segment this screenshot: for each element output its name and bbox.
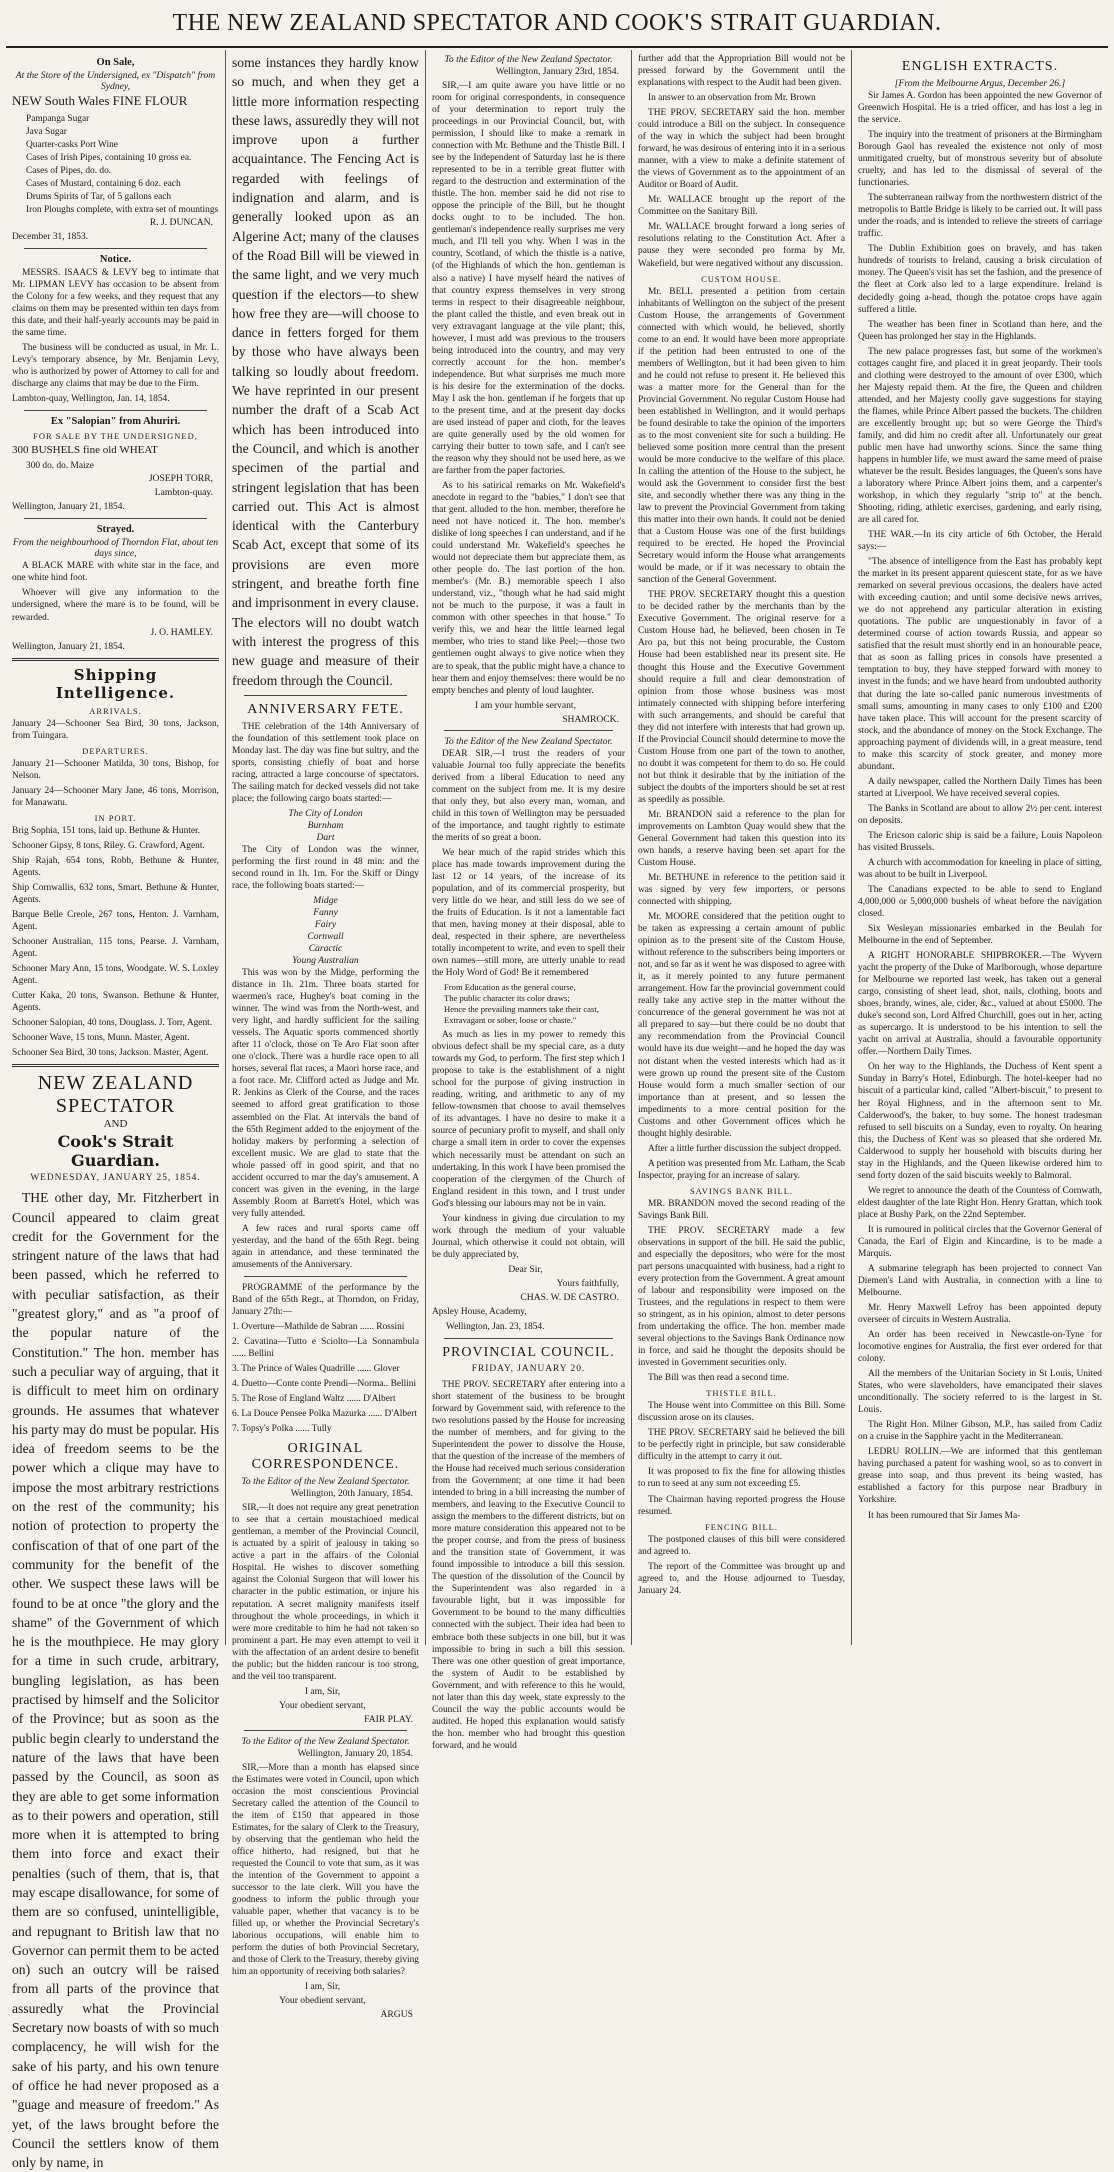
council-text: A petition was presented from Mr. Latham, the Scab Inspector, praying for an increase of salary.: [638, 1158, 845, 1181]
letter-closing: Dear Sir,: [508, 1263, 543, 1275]
extract-paragraph: THE WAR.—In its city article of 6th October, the Herald says:—: [858, 530, 1102, 553]
column-5: [852, 50, 1108, 1645]
flour-ad-heading: On Sale,: [96, 57, 135, 68]
extract-paragraph: The Canadians expected to be able to send to England 4,000,000 or 5,000,000 bushels of wheat before the navigation closed.: [858, 884, 1102, 920]
fencing-bill-label: FENCING BILL.: [705, 1521, 778, 1532]
letter-text: SIR,—It does not require any great penetration to see that a certain moustachioed medical gentleman, a member of the Provincial Council, is actuated by a spirit of jealousy in taking so active a part in the affairs of the Colonial Hospital. He wishes to discover something against the Colonial Surgeon that will lower his character in the public estimation, or injure his reputation. A secret malignity manifests itself throughout the whole proceedings, in which it were more creditable to him he had not taken so prominent a part. He may even attempt to veil it with the affectation of an ardent desire to benefit the public; but the hidden rancour is too strong, and the veil too transparent.: [232, 1503, 419, 1682]
inport-entry: Schooner Gipsy, 8 tons, Riley. G. Crawford, Agent.: [12, 840, 205, 851]
inport-entry: Ship Rajah, 654 tons, Robb, Bethune & Hunter, Agents.: [12, 855, 219, 878]
extract-paragraph: The Ericson caloric ship is said be a failure, Louis Napoleon has visited Brussels.: [858, 830, 1102, 853]
flour-item: Cases of Pipes, do. do.: [26, 165, 112, 176]
boat-name: The City of London: [288, 808, 363, 820]
notice-heading: Notice.: [99, 253, 132, 265]
boat-name: Dart: [316, 832, 335, 844]
council-date: FRIDAY, JANUARY 20.: [471, 1363, 586, 1374]
page-columns: [6, 50, 1108, 2171]
editorial-text: THE other day, Mr. Fitzherbert in Council appeared to claim great credit for the Government for the stringent nature of the laws that had been passed, which he referred to with peculiar satisfaction, as their "greatest glory," and as "a proof of the popular nature of the Constitution." The hon. member has such a peculiar way of arguing, that it is difficult to meet him on ordinary grounds. He assumes that whatever his party may do must be popular. His idea of freedom seems to be the power which a clique may have to impose the most arbitrary restrictions on the rest of the community; his notion of protection to property the confiscation of that of one part of the community for the benefit of the other. We suspect these laws will be found to be at once "the glory and the shame" of the Government of which he is the mouthpiece. He may glory for a time in such crude, arbitrary, bungling legislation, as has been practised by himself and the Solicitor of the Province; but as soon as the public begin clearly to understand the nature of the laws that have been passed by the Council, as soon as they are able to get some information as to their powers and operation, still more when it is attempted to bring them into force and exact their penalties (such of them, that is, that may escape disallowance, for some of them are so confused, unintelligible, and repugnant to British law that no Governor can permit them to be acted on) such an outcry will be raised from all parts of the province that assuredly what the Provincial Secretary now boasts of with so much complacency, he will wish for the sake of his party, and his own tenure of office he had never proposed as a "guage and measure of freedom." As yet, of the laws brought before the Council the settlers know of them only by name, in: [12, 1190, 219, 2171]
wheat-ad-date: Wellington, January 21, 1854.: [12, 502, 125, 513]
extract-paragraph: The subterranean railway from the northwestern district of the metropolis to Battle Bridge is likely to be carried out. It will pass under the roads, and is intended to relieve the streets of carriage traffic.: [858, 193, 1102, 240]
letter-recipient: To the Editor of the New Zealand Spectator.: [241, 1476, 410, 1488]
flour-item: Quarter-casks Port Wine: [26, 139, 118, 150]
letter-text: Your kindness in giving due circulation to my work through the medium of your valuable Journal, which otherwise it could not obtain, will be duly appreciated by,: [432, 1213, 625, 1260]
flour-ad-items: [12, 93, 219, 216]
extract-paragraph: On her way to the Highlands, the Duchess of Kent spent a Sunday in Barry's Hotel, Edinburgh. The hotel-keeper had no biscuit of a particular kind, called "Albert-biscuit," to present to her Royal Highness, and in the afternoon sent to Mr. Calderwood's, the baker, to buy some. The honest tradesman refused to sell biscuits on a Sunday, even to royalty. On hearing this, the Duchess of Kent was so pleased that she ordered Mr. Calderwood to supply her household with biscuits during her stay in the Highlands, and the Queen likewise ordered him to send forty dozen of the said biscuits weekly to Balmoral.: [858, 1062, 1102, 1181]
departure-entry: January 21—Schooner Matilda, 30 tons, Bishop, for Nelson.: [12, 758, 219, 781]
divider: [444, 730, 613, 731]
council-text: THE PROV. SECRETARY made a few observations in support of the bill. He said the public, and especially the depositors, who were for the most part persons unacquainted with business, had a right to every protection from the Government. A great amount of labour and responsibility were imposed on the Trustees, and the regulations in respect to them were so stringent, as in his opinion, almost to deter persons from undertaking the office. The hon. member made several objections to the Savings Bank Ordinance now in force, and said he thought the deposits should be invested in Government securities only.: [638, 1225, 845, 1369]
extract-paragraph: The inquiry into the treatment of prisoners at the Birmingham Borough Gaol has revealed the existence not only of most unmitigated cruelty, but of monstrous severity but of absolute cruelty, and has led to the dismissal of several of the functionaries.: [858, 130, 1102, 189]
fete-text: This was won by the Midge, performing the distance in 1h. 21m. Three boats started for waermen's race, Hughey's boat coming in the winner. The wind was from the North-west, and very light, and hardly sufficient for the sailing vessels. The Aquatic sports commenced shortly after 11 o'clock, those on Te Aro Flat soon after one o'clock. There was a hurdle race open to all horses, several flat races, a Maori horse race, and a foot race. Mr. Clifford acted as Judge and Mr. R. Jenkins as Clerk of the Course, and the races seemed to afford great gratification to those assembled on the Flat. At intervals the band of the 65th Regiment added to the enjoyment of the holiday makers by performing a selection of excellent music. We are glad to state that the whole passed off in good spirit, and that no accident occurred to mar the day's amusement. A concert was given in the evening, in the large Assembly Room at Barrett's Hotel, which was very fully attended.: [232, 968, 419, 1219]
extract-paragraph: The weather has been finer in Scotland than here, and the Queen has prolonged her stay in the Highlands.: [858, 319, 1102, 342]
wheat-ad-subheading: FOR SALE BY THE UNDERSIGNED,: [33, 431, 198, 442]
council-text: THE PROV. SECRETARY said the hon. member could introduce a Bill on the subject. In consequence of the way in which the subject had been brought forward, he was desirous of entering into it in a serious manner, with a view to make a definite statement of the views of Government as to the appointment of an Auditor or Board of Audit.: [638, 108, 845, 191]
fete-text: A few races and rural sports came off yesterday, and the band of the 65th Regt. being again in attendance, and these terminated the amusements of the Anniversary.: [232, 1223, 419, 1270]
inport-entry: Ship Cornwallis, 632 tons, Smart. Bethune & Hunter, Agents.: [12, 882, 219, 905]
divider: [244, 1730, 407, 1731]
flour-item: Iron Ploughs complete, with extra set of mountings: [26, 204, 219, 215]
extract-paragraph: LEDRU ROLLIN.—We are informed that this gentleman having purchased a patent for washing wool, so as to convert in grease into soap, and thus prevent its being wasted, has established a factory for this purpose near Bradbury in Yorkshire.: [858, 1447, 1102, 1506]
council-text: THE PROV. SECRETARY after entering into a short statement of the business to be brought forward by Government said, with reference to the two resolutions passed by the House for increasing the number of members, and for giving to the Superintendent the power to dissolve the House, that the question of the increase of the members of the House had received much serious consideration from the Government; at one time it had been intended to bring in a bill increasing the number of members, and leaving to the Executive Council to assign the members to the different districts, but on more mature consideration this appeared not to be the proper course, and from the press of business and the transition state of Government, it was found impossible to introduce a bill this session. The question of the dissolution of the Council by the Superintendent was also regarded in a favourable light, but it was impossible for Government to be bound to the many difficulties connected with the subject. Their idea had been to embrace both these subjects in one bill, but it was impossible to bring in such a bill this session. There was one other question of great importance, the system of Audit to be established by Government, and with reference to this he would, not later than this day week, state expressly to the Council the way the public accounts would be audited. He hoped this explanation would satisfy the hon. member who had brought this question forward, and he would: [432, 1379, 625, 1751]
extract-paragraph: The Dublin Exhibition goes on bravely, and has taken hundreds of tourists to Ireland, causing a brisk circulation of money. The Queen's visit has set the fashion, and the presence of the fleet at Cork also led to a large expenditure. Ireland is decidedly going a-head, though the potatoe crops have again suffered a little.: [858, 244, 1102, 315]
letter-date: Wellington, 20th January, 1854.: [290, 1488, 413, 1500]
inport-entry: Schooner Wave, 15 tons, Munn. Master, Agent.: [12, 1033, 190, 1044]
council-text: After a little further discussion the subject dropped.: [648, 1143, 842, 1154]
strayed-subheading: From the neighbourhood of Thorndon Flat, about ten days since,: [12, 537, 219, 560]
extract-paragraph: A RIGHT HONORABLE SHIPBROKER.—The Wyvern yacht the property of the Duke of Marlborough, whose departure for Melbourne we reported last week, has taken out a general cargo, consisting of sheet lead, shot, nails, clothing, boots and shoes, brandy, wines, ale, cider, &c., valued at about £5000. The duke's second son, Lord Alfred Churchill, goes out in her, acting as supercargo. It is understood to be his intention to sell the yacht on arrival at Australia, should a favourable opportunity offer.—Northern Daily Times.: [858, 951, 1102, 1058]
verse: [444, 982, 625, 1026]
letter-address: Apsley House, Academy,: [432, 1306, 527, 1317]
extract-paragraph: "The absence of intelligence from the East has probably kept the market in its present apparent quiescent state, for as we have remarked on several previous occasions, the dealers have acted with exceeding caution; and until some decisive news arrives, we do not apprehend any particular alteration in existing quotations. The public are unquestionably in favor of a determined course of action towards Russia, and appear so satisfied that the result must shortly end in an honourable peace, that as soon as falling prices in consols have presented a temptation to buy, they have stepped forward with money to invest in the funds; and we have heard from undoubted authority that during the late so-called panic numerous investments of small sums, amounting in many cases to only £100 and £200 have taken place. This will account for the present scarcity of stock, and the abundance of money on the Stock Exchange. The approaching payment of dividends will, in a great measure, tend to make this scarcity of stock greater, and money more abundant.: [858, 557, 1102, 772]
divider: [12, 1064, 219, 1067]
verse-line: The public character its color draws;: [444, 993, 570, 1004]
strayed-heading: Strayed.: [96, 524, 135, 536]
council-text: The Bill was then read a second time.: [648, 1373, 790, 1384]
wheat-ad-heading: Ex "Salopian" from Ahuriri.: [50, 416, 181, 428]
flour-item: Java Sugar: [26, 126, 67, 137]
council-text: The postponed clauses of this bill were considered and agreed to.: [638, 1534, 845, 1557]
council-text: Mr. BRANDON said a reference to the plan for improvements on Lambton Quay would shew that the General Government had taken this question into its own hands, a reserve having been set apart for the Custom House.: [638, 809, 845, 868]
verse-line: From Education as the general course,: [444, 982, 576, 993]
paper-date: WEDNESDAY, JANUARY 25, 1854.: [30, 1173, 201, 1184]
council-text: further add that the Appropriation Bill would not be pressed forward by the Government until the explanations with respect to the Audit had been given.: [638, 54, 845, 89]
programme-item: 6. La Douce Pensee Polka Mazurka ...... D'Albert: [232, 1409, 417, 1420]
extract-paragraph: We regret to announce the death of the Countess of Cornwath, eldest daughter of the late Right Hon. Henry Grattan, which took place at Bushy Park, on the 22nd September.: [858, 1185, 1102, 1220]
divider: [24, 410, 207, 411]
programme-item: 7. Topsy's Polka ...... Tully: [232, 1424, 332, 1435]
council-text: Mr. WALLACE brought up the report of the Committee on the Sanitary Bill.: [638, 195, 845, 218]
programme-item: 2. Cavatina—Tutto e Sciolto—La Sonnambula ...... Bellini: [232, 1337, 419, 1360]
savings-bank-label: SAVINGS BANK BILL.: [689, 1185, 794, 1196]
letter-recipient: To the Editor of the New Zealand Spectator.: [241, 1735, 410, 1747]
council-text: In answer to an observation from Mr. Brown: [648, 93, 816, 104]
extracts-title: ENGLISH EXTRACTS.: [901, 59, 1059, 74]
letter-signature: FAIR PLAY.: [364, 1713, 413, 1725]
wheat-ad-line: 300 BUSHELS fine old WHEAT: [12, 444, 158, 457]
council-text: THE PROV. SECRETARY thought this a question to be decided rather by the merchants than by the Executive Government. The original reserve for a Custom House had, he believed, been chosen in Te Aro pa, but this not being procurable, the Custom House had been established near its present site. He thought this House and the Executive Government should require a full and clear demonstration of opinion from those whose business was most intimately connected with shipping before interfering with such arrangements, and should be careful that they did not interfere with interests that had grown up. If the Provincial Council should determine to move the Custom House from one part of the town to another, no doubt it was competent for them to do so. He could not but think it desirable that by the initiation of the subject the doubts of the importers should be set at rest as speedily as possible.: [638, 590, 845, 805]
paper-subtitle: Cook's Strait Guardian.: [57, 1132, 174, 1171]
letter-date: Wellington, January 23rd, 1854.: [495, 66, 619, 77]
extract-paragraph: The new palace progresses fast, but some of the workmen's cottages caught fire, and placed it in great jeopardy. Their tools and clothing were destroyed to the amount of over £300, which her Majesty repaid them. At the fire, the Queen and children attended, and her Majesty coolly gave suggestions for staying the flames, while Prince Albert passed the buckets. The children are excellently brought up; but so were George the Third's family, and did him no credit after all. Unfortunately our great public men have had unworthy scions. Since the same thing happens in humbler life, we must award the same meed of praise whatever be the result. Besides languages, the Queen's sons have a laboratory where Prince Albert joins them, and a carpenter's workshop, in which they regularly "strip to" at the bench. Shooting, riding, athletic exercises, gardening, and early rising, are all cared for.: [858, 346, 1102, 526]
inport-entry: Schooner Sea Bird, 30 tons, Jackson. Master, Agent.: [12, 1048, 209, 1059]
extract-paragraph: All the members of the Unitarian Society in St Louis, United States, who were slaveholders, have emancipated their slaves unconditionally. The society referred to is the largest in St. Louis.: [858, 1369, 1102, 1416]
fete-text: The City of London was the winner, performing the first round in 48 min: and the second round in 1h. 1m. For the Skiff or Dingy race, the following boats started:—: [232, 845, 419, 892]
council-text: MR. BRANDON moved the second reading of the Savings Bank Bill.: [638, 1198, 845, 1221]
inport-entry: Brig Sophia, 151 tons, laid up. Bethune & Hunter.: [12, 825, 201, 836]
extract-paragraph: The Right Hon. Milner Gibson, M.P., has sailed from Cadiz on a cruise in the Sapphire yacht in the Mediterranean.: [858, 1420, 1102, 1443]
extract-paragraph: It has been rumoured that Sir James Ma-: [868, 1510, 1021, 1521]
shipping-title: Shipping Intelligence.: [55, 665, 176, 702]
council-text: Mr. BETHUNE in reference to the petition said it was signed by very few importers, or persons connected with shipping.: [638, 873, 845, 908]
flour-item: Pampanga Sugar: [26, 113, 90, 124]
flour-ad-date: December 31, 1853.: [12, 231, 89, 242]
inport-entry: Cutter Kaka, 20 tons, Swanson. Bethune & Hunter, Agents.: [12, 991, 219, 1014]
boat-name: Cornwall: [307, 931, 344, 943]
flour-item: NEW South Wales FINE FLOUR: [12, 93, 188, 108]
editorial-continued: some instances they hardly know so much, and when they get a little more information respecting these laws, assuredly they will not improve upon a further acquaintance. The Fencing Act is regarded with feelings of indignation and alarm, and is generally looked upon as an Algerine Act; many of the clauses of the Road Bill will be viewed in the same light, and we very much question if the electors—to shew how free they are—will choose to dance in fetters forged for them by those who have always been talking so loudly about freedom. We have reprinted in our present number the draft of a Scab Act which has been introduced into the Council, and which is another specimen of the partial and stringent legislation that has been carried out. This Act is almost identical with the Canterbury Scab Act, except that some of its provisions are even more stringent, and breathe forth fine and imprisonment in every clause. The electors will no doubt watch with interest the progress of this new guage and measure of their freedom through the Council.: [232, 55, 419, 688]
inport-entry: Schooner Mary Ann, 15 tons, Woodgate. W. S. Loxley Agent.: [12, 964, 219, 987]
council-text: Mr. WALLACE brought forward a long series of resolutions relating to the Constitution Act. After a pause they were seconded pro forma by Mr. Wakefield, but were negatived without any discussion.: [638, 222, 845, 269]
inport-entry: Schooner Australian, 115 tons, Pearse. J. Varnham, Agent.: [12, 937, 219, 960]
letter-signature: ARGUS: [380, 2009, 413, 2021]
extract-paragraph: It is rumoured in political circles that the Governor General of Canada, the Earl of Elgin and Kincardine, is to be made a Marquis.: [858, 1224, 1102, 1259]
divider: [12, 658, 219, 661]
extracts-list: [858, 90, 1102, 1522]
flour-item: Cases of Mustard, containing 6 doz. each: [26, 178, 181, 189]
letter-recipient: To the Editor of the New Zealand Spectator.: [444, 735, 613, 747]
council-text: Mr. BELL presented a petition from certain inhabitants of Wellington on the subject of the present Custom House, the arrangements of Government connected with which would, he believed, shortly come to an end. It would have been more appropriate if the petition had been entrusted to one of the members of Wellington, but it had been given to him and he could not refuse to present it. He believed this was a matter more for the General than for the Provincial Government. No regular Custom House had been established in Wellington, and it would perhaps be found desirable to take the opinion of the importers as to the most convenient site for such a building. He believed some position more central than the present would be more conducive to the welfare of this place. In calling the attention of the House to the subject, he would ask the Government to consider first the best site, and secondly whether there was any thing in the law to prevent the Provincial Government from taking this matter into their own hands. It could not be denied that a Custom House was one of the first buildings required to be erected. He hoped the Provincial Secretary would inform the House what arrangements would be made, or if it was necessary to obtain the sanction of the General Government.: [638, 286, 845, 586]
extract-paragraph: Sir James A. Gordon has been appointed the new Governor of Greenwich Hospital. He is a tried officer, and has lost a leg in the service.: [858, 91, 1102, 126]
inport-label: IN PORT.: [94, 812, 137, 823]
boat-name: Young Australian: [292, 955, 359, 967]
inport-entry: Barque Belle Creole, 267 tons, Henton. J. Varnham, Agent.: [12, 909, 219, 932]
letter-text: DEAR SIR,—I trust the readers of your valuable Journal too fully appreciate the benefits derived from a liberal Education to need any comment on the subject from me. It is my desire that only they, but also every man, woman, and child in this town of Wellington may be persuaded of the importance, and taught rightly to estimate the merits of so great a boon.: [432, 748, 625, 843]
thistle-bill-label: THISTLE BILL.: [706, 1388, 777, 1399]
extract-paragraph: Mr. Henry Maxwell Lefroy has been appointed deputy overseer of circuits in Western Australia.: [858, 1303, 1102, 1326]
column-4: [632, 50, 852, 1645]
flour-item: Drums Spirits of Tar, of 5 gallons each: [26, 191, 172, 202]
council-text: It was proposed to fix the fine for allowing thistles to run to seed at any sum not exceeding £5.: [638, 1467, 845, 1490]
programme-item: 4. Duetto—Conte conte Prendi—Norma.. Bellini: [232, 1379, 417, 1390]
council-text: Mr. MOORE considered that the petition ought to be taken as expressing a certain amount of public opinion as to the present site of the Custom House, without reference to the subscribers being importers or not, and so far as it went he was disposed to agree with it, as it merely pointed to any future permanent arrangement. How far the provincial government could really take any active step in the matter without the concurrence of the general government he was not at all prepared to say—but there could be no doubt that any recommendation from the Provincial Council would have its due weight—and he hoped the day was not distant when the vested interests which had as it were grown up round the present site of the Custom House would form a much smaller section of our importance than at present, and so lessen the impediments to a more central position for the Customs and other Government offices which he thought highly desirable.: [638, 912, 845, 1139]
extract-paragraph: A church with accommodation for kneeling in place of sitting, was about to be built in Liverpool.: [858, 857, 1102, 880]
divider: [244, 1276, 407, 1277]
letter-address: Wellington, Jan. 23, 1854.: [446, 1321, 545, 1332]
strayed-date: Wellington, January 21, 1854.: [12, 641, 125, 652]
flour-ad-signature: R. J. DUNCAN.: [149, 216, 213, 228]
council-text: The House went into Committee on this Bill. Some discussion arose on its clauses.: [638, 1401, 845, 1424]
notice-date: Lambton-quay, Wellington, Jan. 14, 1854.: [12, 394, 170, 405]
flour-ad-subheading: At the Store of the Undersigned, ex "Dispatch" from Sydney,: [15, 70, 216, 92]
column-2: [226, 50, 426, 2021]
extract-paragraph: An order has been received in Newcastle-on-Tyne for locomotive engines for Australia, the first ever ordered for that colony.: [858, 1330, 1102, 1365]
programme-item: 1. Overture—Mathilde de Sabran ...... Rossini: [232, 1322, 405, 1333]
column-1: [6, 50, 226, 2171]
extract-paragraph: Six Wesleyan missionaries embarked in the Beulah for Melbourne in the end of September.: [858, 924, 1102, 947]
paper-title-and: AND: [103, 1118, 128, 1131]
verse-line: Hence the prevailing manners take their cast,: [444, 1004, 599, 1015]
extract-paragraph: A submarine telegraph has been projected to connect Van Diemen's Land with Australia, in connection with a line to Melbourne.: [858, 1263, 1102, 1298]
boat-name: Burnham: [307, 820, 344, 832]
boat-name: Fairy: [314, 919, 337, 931]
correspondence-title: ORIGINAL CORRESPONDENCE.: [251, 1441, 400, 1473]
boat-name: Midge: [313, 895, 338, 907]
fete-text: THE celebration of the 14th Anniversary of the foundation of this settlement took place on Monday last. The day was fine but sultry, and the sports, consisting chiefly of boat and horse racing, attracted a large concourse of spectators. The sailing match for decked vessels did not take place; the following cargo boats started:—: [232, 721, 419, 804]
column-3: [426, 50, 632, 1751]
verse-line: Extravagant or sober, loose or chaste.": [444, 1015, 577, 1026]
fete-title: ANNIVERSARY FETE.: [247, 701, 404, 717]
departures-label: DEPARTURES.: [82, 745, 149, 756]
letter-signature: SHAMROCK.: [562, 713, 619, 725]
programme-item: 5. The Rose of England Waltz ...... D'Albert: [232, 1394, 396, 1405]
letter-text: As much as lies in my power to remedy this obvious defect shall be my special care, as a duty towards my God, to perform. The first step which I propose to take is the establishment of a night school for the purpose of giving instruction in reading, writing, and arithmetic to any of my fellow-townsmen that choose to avail themselves of its advantages. I have no desire to make it a source of pecuniary profit to myself, and shall only charge a small item in order to cover the expenses which necessarily must be attendant on such an undertaking. In this work I have been promised the cooperation of the clergymen of the Church of England resident in this town, and I trust under God's blessing our labours may not be in vain.: [432, 1030, 625, 1209]
letter-text: SIR,—I am quite aware you have little or no room for original correspondents, in consequence of your determination to report truly the proceedings in our Provincial Council, but, with permission, I should like to make a remark in connection with Mr. Bethune and the Thistle Bill. I see by the Independent of Saturday last he is there represented to be in a terrible great flutter with regard to the destruction and extermination of the thistle. The hon. member said he did not rise to oppose the principle of the Bill, but he thought docks ought to to be included. The hon. gentleman's independence really surprises me very much, and I'll tell you why. When I was in the country, Scotland, of which the thistle is a native, (of the Highlands of which the hon. gentleman is also a native) I have myself heard the natives of that country express themselves in very strong terms in respect to their disagreeable neighbour, the plant called the thistle, and even break out in very extravagant language at the vile plant; this, however, I must add was previous to the trousers being introduced into the country, and may very correctly account for the hon. member's independence. But what surprises me much more is his desire for the extermination of the docks. May I ask the hon. gentleman if he forgets that up to the present time, and at the present day docks are used instead of paper and cloth, for the leaves are quite generally used by the old women for carrying their butter to town safe, and I can't see the reason why they should not be used here, as we are farther from the paper factories.: [432, 81, 625, 476]
boat-name: Caractic: [308, 943, 343, 955]
divider: [244, 695, 407, 696]
letter-text: SIR,—More than a month has elapsed since the Estimates were voted in Council, upon which occasion the most conscientious Provincial Secretary called the attention of the Council to the item of £150 that appeared in those Estimates, for the salary of Clerk to the Treasury, by observing that the gentleman who held the office hitherto, had resigned, but that he requested the Council to vote that sum, as it was the intention of the Government to appoint a successor to the late clerk. Will you have the goodness to inform the public through your valuable paper, whether that vacancy is to be filled up, or whether the Provincial Secretary's laborious occupations, will enable him to perform the duties of both Provincial Secretary, and those of Clerk to the Treasury, thereby giving him an opportunity of receiving both salaries?: [232, 1762, 419, 1978]
council-title: PROVINCIAL COUNCIL.: [442, 1344, 615, 1360]
letter-date: Wellington, January 20, 1854.: [297, 1747, 413, 1759]
council-text: The report of the Committee was brought up and agreed to, and the House adjourned to Tuesday, January 24.: [638, 1561, 845, 1596]
letter-closing: I am, Sir,: [304, 1981, 341, 1993]
letter-closing: I am, Sir,: [304, 1685, 341, 1697]
programme-intro: PROGRAMME of the performance by the Band of the 65th Regt., at Thorndon, on Friday, January 27th:—: [232, 1282, 419, 1317]
departure-entry: January 24—Schooner Mary Jane, 46 tons, Morrison, for Manawatu.: [12, 785, 219, 808]
custom-house-label: CUSTOM HOUSE.: [701, 273, 782, 284]
council-text: THE PROV. SECRETARY said he believed the bill to be perfectly right in principle, but saw considerable difficulty in the attempt to carry it out.: [638, 1428, 845, 1463]
letter-closing: I am your humble servant,: [475, 699, 576, 711]
letter-signature: CHAS. W. DE CASTRO.: [520, 1291, 619, 1303]
letter-closing: Yours faithfully,: [556, 1277, 619, 1289]
strayed-text: Whoever will give any information to the undersigned, where the mare is to be found, will be rewarded.: [12, 588, 219, 623]
paper-title: NEW ZEALAND SPECTATOR: [37, 1072, 194, 1118]
masthead: [6, 0, 1108, 48]
strayed-text: A BLACK MARE with white star in the face, and one white hind foot.: [12, 561, 219, 584]
extract-paragraph: The Banks in Scotland are about to allow 2½ per cent. interest on deposits.: [858, 803, 1102, 826]
strayed-signature: J. O. HAMLEY.: [150, 626, 213, 638]
letter-recipient: To the Editor of the New Zealand Spectator.: [444, 54, 613, 65]
notice-text: The business will be conducted as usual, in Mr. L. Levy's temporary absence, by Mr. Benjamin Levy, who is authorized by power of Attorney to call for and discharge any claims that may be due to the Firm.: [12, 343, 219, 390]
boat-name: Fanny: [313, 907, 338, 919]
notice-text: MESSRS. ISAACS & LEVY beg to intimate that Mr. LIPMAN LEVY has occasion to be absent from the Colony for a few weeks, and they request that any claims on them may be presented within ten days from this date, and their half-yearly accounts may be paid in the same time.: [12, 267, 219, 339]
letter-text: As to his satirical remarks on Mr. Wakefield's anecdote in regard to the "babies," I don't see that that gent. alluded to the hon. member, therefore he need not have noticed it. The hon. member's dislike of long speeches I can understand, and if he could understand Mr. Wakefield's speeches he would not depreciate them but appreciate them, as other people do. The last portion of the hon. member's (Mr. B.) memorable speech I also understand, viz., "though what he had said might not be much to the purpose, it was a fault in common with other speeches in that house." To verify this, we and hear the little learned legal member, who tries to stand like Peel;—those two gentlemen ought always to give notice when they are to speak, that the public might have a chance to hear them and enjoy themselves: there would be no empty benches and plenty of loud laughter.: [432, 481, 625, 696]
inport-entry: Schooner Salopian, 40 tons, Douglass. J. Torr, Agent.: [12, 1018, 213, 1029]
arrival-entry: January 24—Schooner Sea Bird, 30 tons, Jackson, from Tuingara.: [12, 718, 219, 741]
divider: [24, 248, 207, 249]
wheat-ad-signature: JOSEPH TORR,: [148, 473, 213, 485]
arrivals-label: ARRIVALS.: [89, 705, 142, 716]
divider: [444, 1338, 613, 1339]
council-text: The Chairman having reported progress the House resumed.: [638, 1494, 845, 1517]
extracts-source: [From the Melbourne Argus, December 26.]: [894, 78, 1066, 89]
letter-text: We hear much of the rapid strides which this place has made towards improvement during the last 12 or 14 years, of the increase of its population, and of its commercial prosperity, but very little do we hear, and still less do we see of the fruits of Education. Is it not a lamentable fact that men, having money at their disposal, able to deal, respected in their sphere, are nevertheless totally incompetent to write, and even to spell their own names—still more, are utterly unable to read the Holy Word of God! Be it remembered: [432, 847, 625, 979]
wheat-ad-line: 300 do. do. Maize: [26, 461, 94, 472]
letter-closing: Your obedient servant,: [279, 1699, 366, 1711]
programme-item: 3. The Prince of Wales Quadrille ...... Glover: [232, 1364, 400, 1375]
extract-paragraph: A daily newspaper, called the Northern Daily Times has been started at Liverpool. We have received several copies.: [858, 776, 1102, 799]
letter-closing: Your obedient servant,: [279, 1995, 366, 2007]
wheat-ad-address: Lambton-quay.: [154, 487, 213, 499]
divider: [24, 518, 207, 519]
flour-item: Cases of Irish Pipes, containing 10 gross ea.: [26, 152, 192, 163]
newspaper-title: THE NEW ZEALAND SPECTATOR AND COOK'S STRAIT GUARDIAN.: [172, 9, 942, 36]
